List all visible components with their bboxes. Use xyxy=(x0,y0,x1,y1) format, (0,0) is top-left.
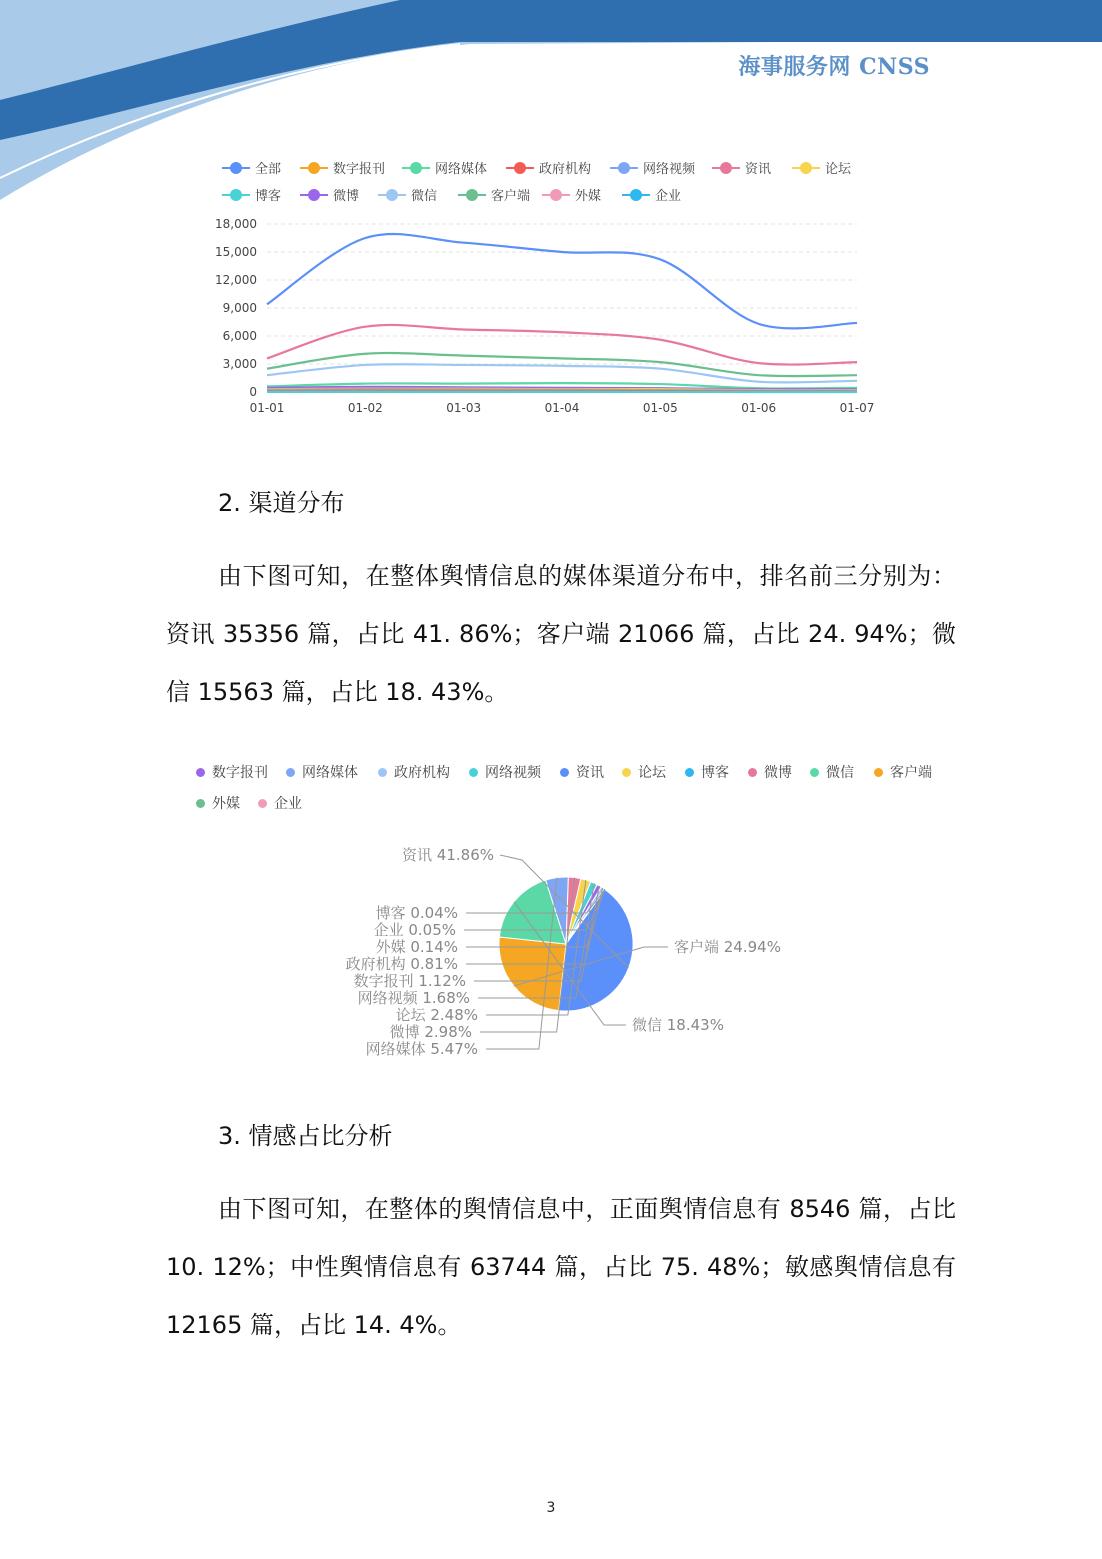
pie-slice-label: 微信 18.43% xyxy=(632,1016,724,1034)
legend-dot xyxy=(685,768,694,777)
section-2-paragraph: 由下图可知，在整体舆情信息的媒体渠道分布中，排名前三分别为：资讯 35356 篇，占比 41. 86%；客户端 21066 篇，占比 24. 94%；微信 15563 篇，占比 18. 43%。 xyxy=(166,562,956,706)
legend-label: 企业 xyxy=(655,189,682,204)
legend-swatch xyxy=(622,189,650,201)
line-legend-item[interactable] xyxy=(300,158,385,177)
legend-label: 网络媒体 xyxy=(435,162,488,177)
pie-legend-item[interactable] xyxy=(560,762,604,782)
pie-legend-item[interactable] xyxy=(685,762,729,782)
pie-slice-label: 网络媒体 5.47% xyxy=(365,1040,478,1058)
legend-label: 微信 xyxy=(826,765,854,781)
pie-legend-item[interactable] xyxy=(874,762,932,782)
legend-dot xyxy=(810,768,819,777)
legend-swatch xyxy=(542,189,570,201)
legend-dot xyxy=(560,768,569,777)
section-2-heading: 2. 渠道分布 xyxy=(218,489,345,517)
legend-label: 网络视频 xyxy=(643,162,696,177)
pie-legend-item[interactable] xyxy=(378,762,450,782)
pie-legend-item[interactable] xyxy=(258,793,302,813)
legend-label: 微信 xyxy=(411,189,438,204)
pie-slice-label: 资讯 41.86% xyxy=(402,846,494,864)
legend-label: 微博 xyxy=(764,765,792,781)
legend-dot xyxy=(286,768,295,777)
legend-swatch xyxy=(222,162,250,174)
pie-slice-label: 客户端 24.94% xyxy=(674,938,781,956)
pie-legend-item[interactable] xyxy=(748,762,792,782)
legend-label: 论坛 xyxy=(638,765,666,781)
legend-label: 外媒 xyxy=(212,796,240,812)
line-legend-item[interactable] xyxy=(506,158,591,177)
line-legend-item[interactable] xyxy=(222,158,281,177)
pie-slice-label: 外媒 0.14% xyxy=(375,938,458,956)
legend-swatch xyxy=(222,189,250,201)
legend-dot xyxy=(748,768,757,777)
legend-label: 政府机构 xyxy=(394,765,450,781)
legend-label: 政府机构 xyxy=(539,162,592,177)
legend-dot xyxy=(196,799,205,808)
y-tick-label: 9,000 xyxy=(222,301,257,315)
legend-label: 微博 xyxy=(333,189,360,204)
legend-swatch xyxy=(458,189,486,201)
legend-label: 数字报刊 xyxy=(333,162,386,177)
pie-slice-label: 论坛 2.48% xyxy=(395,1006,478,1024)
line-legend-item[interactable] xyxy=(712,158,771,177)
legend-label: 资讯 xyxy=(745,162,772,177)
legend-label: 企业 xyxy=(274,796,302,812)
legend-swatch xyxy=(792,162,820,174)
pie-legend-item[interactable] xyxy=(196,762,268,782)
line-legend-item[interactable] xyxy=(458,185,530,204)
legend-label: 博客 xyxy=(255,189,282,204)
line-legend-item[interactable] xyxy=(300,185,359,204)
x-tick-label: 01-05 xyxy=(642,401,678,415)
pie-legend-item[interactable] xyxy=(196,793,240,813)
y-tick-label: 0 xyxy=(249,385,257,399)
line-legend-item[interactable] xyxy=(222,185,281,204)
x-tick-label: 01-07 xyxy=(839,401,875,415)
legend-label: 客户端 xyxy=(890,765,932,781)
legend-label: 全部 xyxy=(255,162,282,177)
trend-line-chart xyxy=(210,212,875,432)
pie-slice-label: 博客 0.04% xyxy=(375,904,458,922)
page-number: 3 xyxy=(546,1500,556,1516)
legend-dot xyxy=(469,768,478,777)
channel-pie-chart xyxy=(200,836,900,1076)
pie-slice-label: 数字报刊 1.12% xyxy=(353,972,466,990)
pie-legend-item[interactable] xyxy=(286,762,358,782)
y-tick-label: 12,000 xyxy=(215,273,257,287)
pie-slice-label: 政府机构 0.81% xyxy=(345,955,458,973)
legend-swatch xyxy=(378,189,406,201)
y-tick-label: 15,000 xyxy=(215,245,257,259)
line-legend-item[interactable] xyxy=(792,158,851,177)
legend-swatch xyxy=(610,162,638,174)
section-3-paragraph: 由下图可知，在整体的舆情信息中，正面舆情信息有 8546 篇，占比 10. 12%；中性舆情信息有 63744 篇，占比 75. 48%；敏感舆情信息有 12165 篇，占比 14. 4%。 xyxy=(166,1195,956,1339)
x-tick-label: 01-04 xyxy=(544,401,580,415)
line-legend-item[interactable] xyxy=(402,158,487,177)
pie-slice-label: 企业 0.05% xyxy=(373,921,456,939)
pie-slice-label: 微博 2.98% xyxy=(389,1023,472,1041)
legend-label: 数字报刊 xyxy=(212,765,268,781)
pie-legend-item[interactable] xyxy=(469,762,541,782)
legend-label: 客户端 xyxy=(491,189,531,204)
section-3-heading: 3. 情感占比分析 xyxy=(218,1122,393,1150)
x-tick-label: 01-03 xyxy=(446,401,482,415)
legend-swatch xyxy=(300,162,328,174)
legend-swatch xyxy=(300,189,328,201)
pie-legend-item[interactable] xyxy=(810,762,854,782)
brand-title: 海事服务网 CNSS xyxy=(738,54,930,80)
legend-label: 网络视频 xyxy=(485,765,541,781)
y-tick-label: 3,000 xyxy=(222,357,257,371)
line-chart-legend xyxy=(222,158,882,208)
x-tick-label: 01-01 xyxy=(249,401,285,415)
legend-label: 资讯 xyxy=(576,765,604,781)
series-line xyxy=(267,364,857,382)
x-tick-label: 01-06 xyxy=(741,401,777,415)
legend-label: 博客 xyxy=(701,765,729,781)
legend-dot xyxy=(622,768,631,777)
legend-label: 论坛 xyxy=(825,162,852,177)
line-legend-item[interactable] xyxy=(622,185,681,204)
x-tick-label: 01-02 xyxy=(347,401,383,415)
line-legend-item[interactable] xyxy=(542,185,601,204)
line-legend-item[interactable] xyxy=(378,185,437,204)
legend-swatch xyxy=(712,162,740,174)
pie-chart-legend xyxy=(196,762,956,812)
y-tick-label: 18,000 xyxy=(215,217,257,231)
legend-label: 网络媒体 xyxy=(302,765,358,781)
legend-dot xyxy=(258,799,267,808)
legend-swatch xyxy=(506,162,534,174)
line-legend-item[interactable] xyxy=(610,158,695,177)
legend-dot xyxy=(874,768,883,777)
pie-slice-label: 网络视频 1.68% xyxy=(357,989,470,1007)
legend-dot xyxy=(378,768,387,777)
legend-dot xyxy=(196,768,205,777)
legend-swatch xyxy=(402,162,430,174)
legend-label: 外媒 xyxy=(575,189,602,204)
y-tick-label: 6,000 xyxy=(222,329,257,343)
series-line xyxy=(267,234,857,328)
pie-legend-item[interactable] xyxy=(622,762,666,782)
